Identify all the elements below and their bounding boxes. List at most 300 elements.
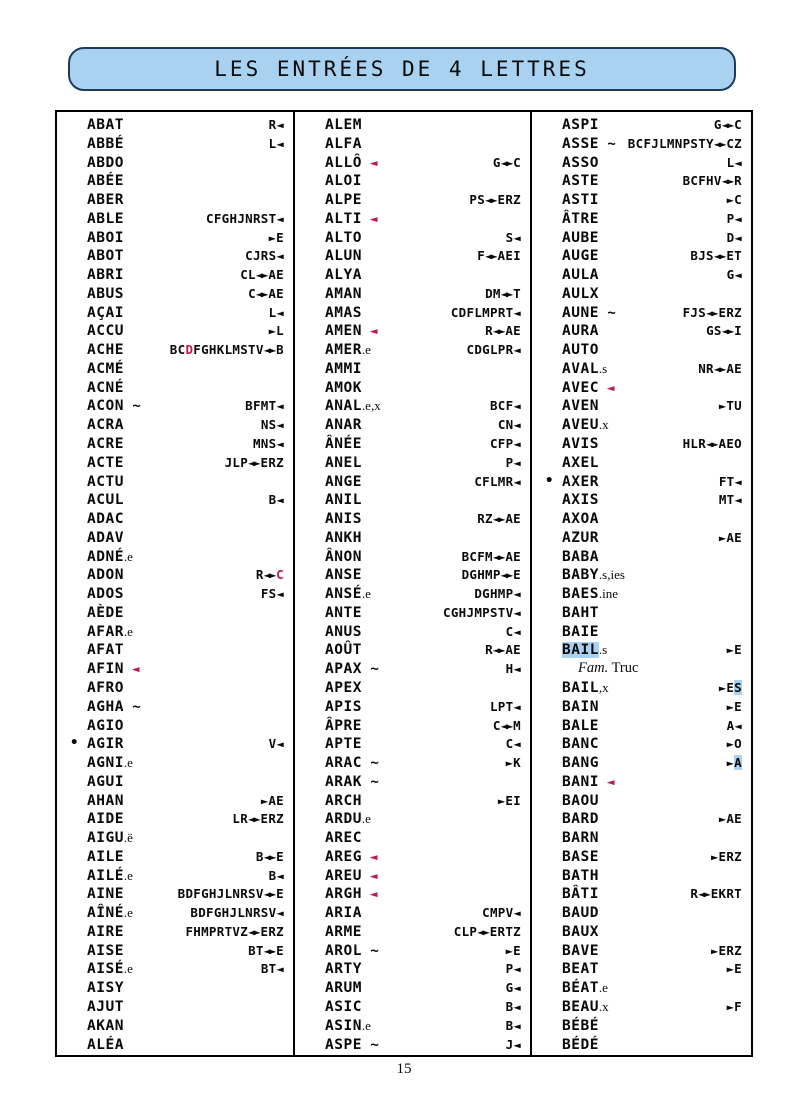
- left-extension-icon: ◄: [734, 268, 742, 283]
- entry-word: ARAC: [325, 755, 362, 772]
- entry-left: [87, 697, 141, 717]
- entry-word: ASIN: [325, 1017, 362, 1034]
- entry-row: [57, 396, 293, 415]
- bullet-marker-icon: •: [70, 735, 79, 752]
- entry-row: [57, 941, 293, 960]
- entry-row: [532, 528, 751, 547]
- entry-left: [562, 528, 599, 548]
- page-title: LES ENTRÉES DE 4 LETTRES: [214, 57, 590, 81]
- entry-left: [87, 228, 124, 248]
- entry-row: [57, 415, 293, 434]
- entry-word: BABA: [562, 548, 599, 565]
- entry-left: [87, 903, 133, 923]
- entry-row: [57, 716, 293, 735]
- entry-word: AREC: [325, 830, 362, 847]
- entry-word: AIDE: [87, 811, 124, 828]
- entry-word: ABDO: [87, 154, 124, 171]
- entry-left: [325, 847, 378, 868]
- entry-extensions: CJRS◄: [245, 248, 284, 264]
- entry-word: ARGH: [325, 886, 362, 903]
- entry-left: [87, 453, 124, 473]
- entry-row: [295, 884, 530, 903]
- entry-extensions: FJS◄► ERZ: [682, 304, 742, 320]
- entry-left: [562, 866, 599, 886]
- entry-word: BAVE: [562, 942, 599, 959]
- entry-row: [532, 171, 751, 190]
- entry-row: [295, 547, 530, 566]
- right-extension-icon: ►: [268, 230, 277, 245]
- entry-word: ÂNON: [325, 548, 362, 565]
- entry-left: [562, 434, 599, 454]
- both-extensions-icon: ◄►: [485, 193, 496, 208]
- right-extension-icon: ►: [710, 943, 719, 958]
- entry-left: [87, 378, 124, 398]
- entry-row: [57, 528, 293, 547]
- entry-row: [532, 284, 751, 303]
- entry-word: ALLÔ: [325, 154, 362, 171]
- entry-word: ANTE: [325, 604, 362, 621]
- entry-extensions: V◄: [268, 736, 284, 752]
- entry-left: [87, 959, 133, 979]
- entry-row: [295, 1035, 530, 1054]
- entry-word: BAUD: [562, 905, 599, 922]
- entry-word: AIRE: [87, 923, 124, 940]
- left-extension-icon: ◄: [734, 474, 742, 489]
- left-extension-icon: ◄: [276, 906, 284, 921]
- left-extension-icon: ◄: [513, 662, 521, 677]
- entry-left: [562, 622, 599, 642]
- entry-row: [532, 303, 751, 322]
- entry-word: AURA: [562, 323, 599, 340]
- both-extensions-icon: ◄►: [713, 249, 725, 264]
- entry-suffix: ,x: [598, 679, 609, 695]
- entry-extensions: FT◄: [718, 473, 742, 489]
- entry-word: ANSE: [325, 567, 362, 584]
- entry-word: ANIS: [325, 511, 362, 528]
- entry-extensions: JLP◄► ERZ: [224, 454, 284, 470]
- entry-row: [532, 134, 751, 153]
- entry-extensions: B◄► E: [255, 848, 284, 864]
- entry-row: [57, 115, 293, 134]
- tilde-marker: ~: [361, 773, 379, 790]
- entry-word: ÂTRE: [562, 210, 599, 227]
- entry-extensions: ►E: [726, 698, 742, 714]
- right-extension-icon: ►: [710, 849, 719, 864]
- entry-row: [295, 659, 530, 678]
- both-extensions-icon: ◄►: [492, 643, 504, 658]
- entry-row: [57, 303, 293, 322]
- left-extension-icon: ◄: [276, 118, 284, 132]
- entry-left: [325, 472, 362, 492]
- entry-left: [325, 340, 371, 360]
- entry-left: [562, 941, 599, 961]
- entry-word: AVEU: [562, 417, 599, 434]
- entry-left: [562, 246, 599, 266]
- entry-extensions: R◄► AE: [485, 323, 521, 339]
- red-left-arrow-icon: ◄: [123, 662, 140, 678]
- entry-row: [532, 415, 751, 434]
- entry-word: ALTI: [325, 210, 362, 227]
- entry-word: ÂNÉE: [325, 436, 362, 453]
- entry-word: ACRE: [87, 436, 124, 453]
- entry-suffix: .s,ies: [598, 567, 625, 583]
- entry-row: [295, 753, 530, 772]
- entry-row: [295, 828, 530, 847]
- entry-row: [57, 922, 293, 941]
- entry-left: [325, 528, 362, 548]
- entry-word: AMER: [325, 342, 362, 359]
- entry-left: [562, 903, 599, 923]
- entry-word: ADON: [87, 567, 124, 584]
- entry-row: [532, 640, 751, 659]
- both-extensions-icon: ◄►: [706, 305, 717, 320]
- right-extension-icon: ►: [260, 793, 269, 808]
- both-extensions-icon: ◄►: [485, 249, 496, 264]
- entry-row: [57, 565, 293, 584]
- entry-row: [295, 396, 530, 415]
- entry-left: [562, 922, 599, 942]
- left-extension-icon: ◄: [513, 305, 521, 320]
- entry-row: [295, 472, 530, 491]
- entry-word: AVAL: [562, 360, 599, 377]
- entry-left: [87, 265, 124, 285]
- entry-word: BATH: [562, 867, 599, 884]
- entry-row: [532, 453, 751, 472]
- tilde-marker: ~: [361, 1036, 379, 1053]
- entry-extensions: G◄► C: [713, 117, 742, 132]
- entry-left: [562, 584, 618, 604]
- entry-extensions: BT◄: [260, 961, 284, 977]
- tilde-marker: ~: [123, 698, 141, 715]
- entry-word: ALOI: [325, 173, 362, 190]
- entry-left: [87, 1016, 124, 1036]
- entry-left: [325, 153, 378, 174]
- entry-left: [562, 153, 599, 173]
- rare-letter: D: [185, 342, 194, 358]
- entry-word: APAX: [325, 661, 362, 678]
- entry-word: ARME: [325, 923, 362, 940]
- entry-row: [57, 734, 293, 753]
- left-extension-icon: ◄: [513, 1018, 521, 1033]
- entry-extensions: ►F: [726, 998, 742, 1014]
- entry-word: AXOA: [562, 511, 599, 528]
- entry-left: [562, 809, 599, 829]
- entry-extensions: ►AE: [718, 811, 742, 827]
- entry-extensions: P◄: [505, 454, 521, 470]
- entry-left: [325, 265, 362, 285]
- entry-row: [295, 847, 530, 866]
- entry-word: BAIN: [562, 698, 599, 715]
- entry-word: ANKH: [325, 529, 362, 546]
- entry-word: BABY: [562, 567, 599, 584]
- entry-left: [325, 303, 362, 323]
- entry-word: ACRA: [87, 417, 124, 434]
- entry-word: ASTI: [562, 192, 599, 209]
- entry-extensions: F◄► AEI: [477, 248, 521, 264]
- entry-word: AREU: [325, 867, 362, 884]
- entry-word: ALÉA: [87, 1036, 124, 1053]
- entry-row: [295, 528, 530, 547]
- entry-left: [325, 884, 378, 905]
- entry-word: AGNI: [87, 755, 124, 772]
- entry-left: [562, 772, 615, 793]
- entry-left: [87, 134, 124, 154]
- entry-row: [295, 716, 530, 735]
- entry-extensions: B◄: [268, 492, 284, 508]
- both-extensions-icon: ◄►: [248, 455, 259, 470]
- entry-row: [57, 359, 293, 378]
- entry-row: [295, 190, 530, 209]
- entry-suffix: .e: [123, 755, 133, 771]
- both-extensions-icon: ◄►: [477, 924, 488, 939]
- entry-suffix: .e: [123, 623, 133, 639]
- entry-word: ARAK: [325, 773, 362, 790]
- left-extension-icon: ◄: [513, 699, 521, 714]
- entry-left: [562, 678, 609, 698]
- entry-row: [532, 509, 751, 528]
- entry-left: [325, 509, 362, 529]
- entry-extensions: CDFLMPRT◄: [450, 304, 521, 320]
- left-extension-icon: ◄: [276, 418, 284, 433]
- entry-row: [57, 584, 293, 603]
- entry-left: [87, 246, 124, 266]
- right-extension-icon: ►: [505, 943, 514, 958]
- entry-word: ALEM: [325, 117, 362, 133]
- entry-extensions: NS◄: [260, 417, 284, 433]
- entry-word: ADAC: [87, 511, 124, 528]
- entry-row: [532, 265, 751, 284]
- right-extension-icon: ►: [726, 737, 735, 752]
- entry-row: [295, 734, 530, 753]
- entry-word: AMOK: [325, 379, 362, 396]
- entry-left: [325, 190, 362, 210]
- entry-word: ABUS: [87, 285, 124, 302]
- entry-word: AÎNÉ: [87, 905, 124, 922]
- entry-left: [562, 959, 599, 979]
- left-extension-icon: ◄: [513, 418, 521, 433]
- left-extension-icon: ◄: [276, 437, 284, 452]
- entry-word: ADNÉ: [87, 548, 124, 565]
- entry-row: [532, 153, 751, 172]
- entry-left: [562, 884, 599, 904]
- entry-extensions: CMPV◄: [482, 905, 521, 921]
- entry-extensions: B◄: [268, 867, 284, 883]
- entry-left: [562, 1016, 599, 1036]
- entry-row: [57, 153, 293, 172]
- right-extension-icon: ►: [505, 756, 514, 771]
- entry-word: BÉAT: [562, 980, 599, 997]
- entry-word: ALUN: [325, 248, 362, 265]
- entry-extensions: ►E: [268, 229, 284, 245]
- entry-left: [562, 359, 607, 379]
- entry-word: ABLE: [87, 210, 124, 227]
- left-extension-icon: ◄: [513, 474, 521, 489]
- entry-row: [57, 847, 293, 866]
- entry-row: [295, 622, 530, 641]
- entry-extensions: CFLMR◄: [474, 473, 521, 489]
- entry-row: [57, 453, 293, 472]
- entry-row: [57, 1035, 293, 1054]
- entry-word: AULA: [562, 267, 599, 284]
- entry-left: [87, 603, 124, 623]
- entry-left: [325, 922, 362, 942]
- entry-left: [325, 453, 362, 473]
- entry-left: [325, 284, 362, 304]
- entry-row: [57, 959, 293, 978]
- left-extension-icon: ◄: [513, 999, 521, 1014]
- left-extension-icon: ◄: [734, 718, 742, 733]
- left-extension-icon: ◄: [276, 136, 284, 151]
- entry-extensions: NR◄► AE: [698, 360, 742, 376]
- entry-row: [295, 997, 530, 1016]
- tilde-marker: ~: [361, 661, 379, 678]
- entry-word: ALPE: [325, 192, 362, 209]
- entry-left: [325, 978, 362, 998]
- entry-row: [532, 997, 751, 1016]
- entry-row: [532, 396, 751, 415]
- entry-left: [87, 190, 124, 210]
- entry-row: [295, 246, 530, 265]
- both-extensions-icon: ◄►: [500, 718, 512, 733]
- entry-left: [87, 884, 124, 904]
- entry-left: [87, 490, 124, 510]
- left-extension-icon: ◄: [513, 906, 521, 921]
- entry-left: [87, 978, 124, 998]
- entry-suffix: .e: [123, 905, 133, 921]
- entry-left: [562, 828, 599, 848]
- entry-row: [532, 321, 751, 340]
- entry-word: ASPI: [562, 117, 599, 133]
- entry-suffix: .x: [598, 417, 609, 433]
- entry-row: [57, 134, 293, 153]
- entry-word: BARD: [562, 811, 599, 828]
- tilde-marker: ~: [598, 304, 616, 321]
- entry-row: [57, 472, 293, 491]
- entry-word: BANG: [562, 755, 599, 772]
- left-extension-icon: ◄: [734, 230, 742, 245]
- entry-row: [57, 809, 293, 828]
- entry-row: [57, 791, 293, 810]
- entry-row: [57, 828, 293, 847]
- entry-row: [532, 603, 751, 622]
- entry-left: [87, 809, 124, 829]
- entry-row: [295, 697, 530, 716]
- entry-extensions: BDFGHJLNRSV◄: [190, 905, 284, 921]
- entry-left: [87, 847, 124, 867]
- both-extensions-icon: ◄►: [263, 943, 275, 958]
- entry-row: [57, 622, 293, 641]
- entry-row: [532, 1016, 751, 1035]
- entry-extensions: MNS◄: [252, 436, 284, 452]
- entry-left: [325, 209, 378, 230]
- entry-word: BAHT: [562, 604, 599, 621]
- entry-left: [325, 828, 362, 848]
- entry-left: [562, 490, 599, 510]
- entry-extensions: ►ERZ: [710, 942, 742, 958]
- entry-extensions: CLP◄► ERTZ: [453, 923, 521, 939]
- entry-word: BEAU: [562, 998, 599, 1015]
- entry-extensions: [727, 754, 742, 773]
- entry-extensions: ►TU: [718, 398, 742, 414]
- entry-word: AUGE: [562, 248, 599, 265]
- left-extension-icon: ◄: [513, 605, 521, 620]
- entry-left: [562, 997, 609, 1017]
- entry-row: [532, 903, 751, 922]
- entry-left: [325, 246, 362, 266]
- entry-word: ALYA: [325, 267, 362, 284]
- entry-left: [87, 622, 133, 642]
- entry-row: [57, 190, 293, 209]
- entry-extensions: MT◄: [718, 492, 742, 508]
- entry-word: ASIC: [325, 998, 362, 1015]
- entry-row: [57, 640, 293, 659]
- entry-word: ABAT: [87, 117, 124, 133]
- entry-word: APTE: [325, 736, 362, 753]
- entry-word: AVIS: [562, 436, 599, 453]
- entry-word: AISE: [87, 942, 124, 959]
- entry-extensions: ►C: [726, 192, 742, 208]
- entry-left: [87, 941, 124, 961]
- entry-row: [57, 978, 293, 997]
- entry-word: ACMÉ: [87, 360, 124, 377]
- entry-row: [295, 359, 530, 378]
- entry-word: ARUM: [325, 980, 362, 997]
- entry-extensions: BCFHV◄► R: [682, 173, 742, 189]
- right-extension-icon: ►: [718, 680, 727, 695]
- entry-row: [57, 697, 293, 716]
- left-extension-icon: ◄: [513, 962, 521, 977]
- entry-word: ABBÉ: [87, 135, 124, 152]
- right-extension-icon: ►: [718, 812, 727, 827]
- entry-extensions: R◄► AE: [485, 642, 521, 658]
- entry-extensions: ►ES: [718, 679, 742, 695]
- entry-word: BAUX: [562, 923, 599, 940]
- entry-word: AFIN: [87, 661, 124, 678]
- header-box: [68, 47, 736, 91]
- entry-left: [325, 321, 378, 342]
- entry-left: [325, 134, 362, 154]
- entry-word: BÂTI: [562, 886, 599, 903]
- entry-row: [295, 115, 530, 134]
- left-extension-icon: ◄: [276, 211, 284, 226]
- entry-extensions: FS◄: [260, 586, 284, 602]
- entry-word: BAIL: [562, 642, 599, 659]
- entry-row: [295, 565, 530, 584]
- entry-word: ACHE: [87, 342, 124, 359]
- entry-left: [562, 1035, 599, 1055]
- entry-left: [325, 753, 379, 773]
- entry-row: [295, 509, 530, 528]
- entry-extensions: DM◄► T: [485, 285, 521, 301]
- entry-extensions: G◄: [726, 267, 742, 283]
- entry-word: AVEN: [562, 398, 599, 415]
- entry-left: [562, 303, 616, 323]
- entry-word: BAIL: [562, 679, 599, 696]
- column-2: [293, 112, 530, 1055]
- entry-row: [295, 228, 530, 247]
- entry-row: [532, 697, 751, 716]
- entry-row: [532, 866, 751, 885]
- entry-word: ACUL: [87, 492, 124, 509]
- entry-extensions: L◄: [726, 154, 742, 170]
- entry-row: [532, 678, 751, 697]
- red-left-arrow-icon: ◄: [361, 849, 378, 865]
- entry-word: ABER: [87, 192, 124, 209]
- entry-row: [532, 809, 751, 828]
- entry-row: [57, 209, 293, 228]
- entry-extensions: B◄: [505, 1017, 521, 1033]
- entry-left: [87, 866, 133, 886]
